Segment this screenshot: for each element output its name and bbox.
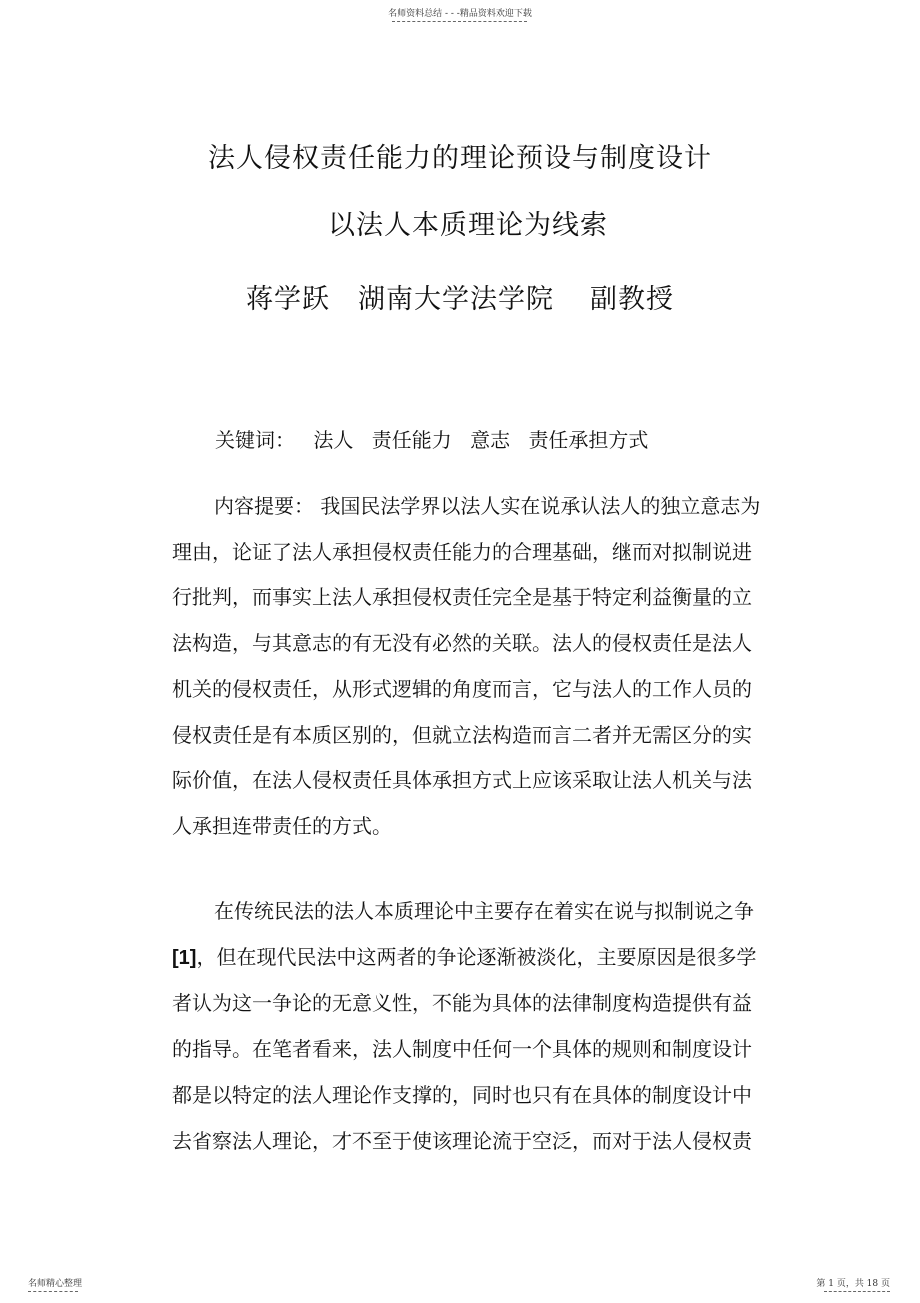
abstract-line: 人承担连带责任的方式。 [172,813,392,838]
abstract-line: 侵权责任是有本质区别的，但就立法构造而言二者并无需区分的实 [172,722,752,747]
abstract-line: 行批判，而事实上法人承担侵权责任完全是基于特定利益衡量的立 [172,585,752,610]
body-line: 的指导。在笔者看来，法人制度中任何一个具体的规则和制度设计 [172,1037,752,1062]
footer-left: 名师精心整理 [28,1279,83,1289]
body-line: 在传统民法的法人本质理论中主要存在着实在说与拟制说之争 [214,899,754,923]
keyword-item: 意志 [470,428,511,452]
keyword-item: 责任能力 [371,428,452,452]
document-title: 法人侵权责任能力的理论预设与制度设计 [208,143,712,174]
page-number: 第 1 页，共 18 页 [816,1279,890,1289]
keywords-line [215,424,660,453]
author-position: 副教授 [590,284,674,315]
abstract-line: 机关的侵权责任，从形式逻辑的角度而言，它与法人的工作人员的 [172,676,752,701]
abstract-line: 际价值，在法人侵权责任具体承担方式上应该采取让法人机关与法 [172,768,752,793]
abstract-line: 理由，论证了法人承担侵权责任能力的合理基础，继而对拟制说进 [172,539,752,564]
keyword-item: 法人 [313,428,354,452]
body-line: 都是以特定的法人理论作支撑的，同时也只有在具体的制度设计中 [172,1082,752,1107]
abstract-line: 法构造，与其意志的有无没有必然的关联。法人的侵权责任是法人 [172,631,752,656]
author-line [0,277,920,316]
body-line: 者认为这一争论的无意义性，不能为具体的法律制度构造提供有益 [172,991,752,1016]
abstract-line: 内容提要： 我国民法学界以法人实在说承认法人的独立意志为 [214,494,761,518]
footer-right-dashed-rule [824,1291,890,1292]
page-header: 名师资料总结 - - -精品资料欢迎下载 [388,9,532,19]
author-name: 蒋学跃 [246,284,330,315]
document-subtitle: 以法人本质理论为线索 [328,210,608,241]
body-line-text: ，但在现代民法中这两者的争论逐渐被淡化，主要原因是很多学 [196,944,757,969]
body-paragraph [172,889,768,1164]
header-dashed-rule [392,21,527,22]
body-line: 去省察法人理论，才不至于使该理论流于空泛，而对于法人侵权责 [172,1128,752,1153]
citation-ref[interactable]: [1] [172,946,197,969]
author-institution: 湖南大学法学院 [358,284,554,315]
abstract-paragraph [172,484,768,850]
keywords-label: 关键词： [215,428,295,452]
body-line [172,935,768,982]
footer-left-dashed-rule [28,1291,78,1292]
keyword-item: 责任承担方式 [528,428,649,452]
